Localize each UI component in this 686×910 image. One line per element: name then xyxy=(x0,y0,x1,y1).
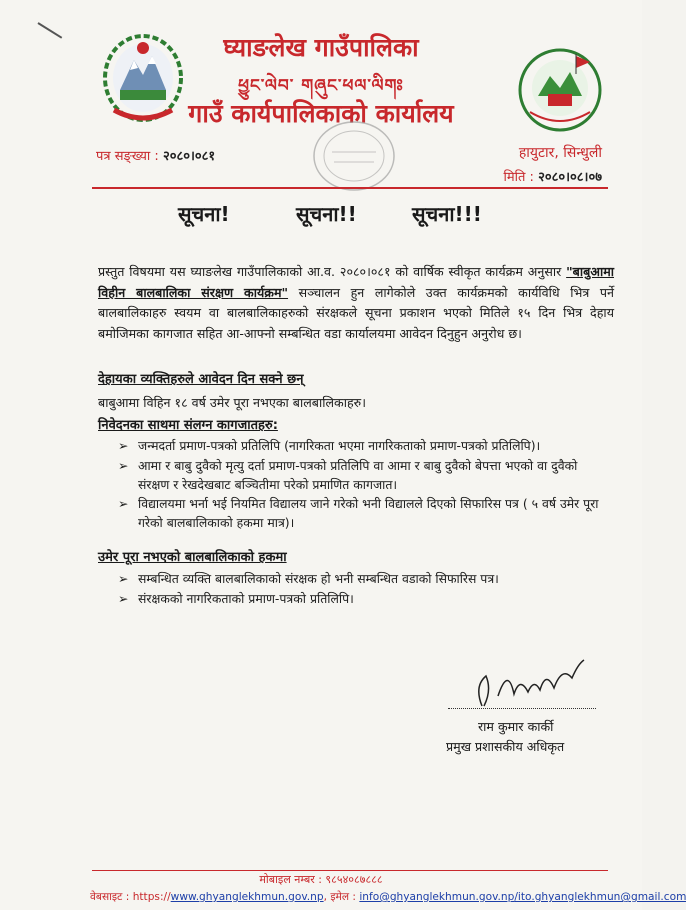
eligibility-text: बाबुआमा विहिन १८ वर्ष उमेर पूरा नभएका बालबालिकाहरु। xyxy=(98,395,366,410)
header-divider xyxy=(92,187,608,189)
notice-heading-2: सूचना!! xyxy=(296,202,357,226)
footer-contact xyxy=(90,890,686,904)
list-item: ➢ आमा र बाबु दुवैको मृत्यु दर्ता प्रमाण-पत्रको प्रतिलिपि वा आमा र बाबु दुवैको बेपत्ता भएको वा दुवैको संरक्षण र रेखदेखबाट बञ्चितीमा परेको प्रमाणित कागजात। xyxy=(118,458,578,492)
intro-text-a: प्रस्तुत विषयमा यस घ्याङलेख गाउँपालिकाको आ.व. २०८०।०८१ को वार्षिक स्वीकृत कार्यक्रम अनुसार xyxy=(98,264,567,279)
office-location: हायुटार, सिन्धुली xyxy=(518,145,602,161)
documents-heading: निवेदनका साथमा संलग्न कागजातहरु: xyxy=(98,418,278,433)
intro-text-b: सञ्चालन हुन लागेकोले उक्त कार्यक्रमको कार्यविधि भित्र पर्ने बालबालिकाहरु स्वयम वा बालबालिकाहरुको संरक्षकले सूचना प्रकाशन भएको मितिले १५ दिन भित्र देहाय बमोजिमका कागजात सहित आ-आफ्नो सम्बन्धित वडा कार्यालयमा आवेदन दिनुहुन अनुरोध छ। xyxy=(98,284,615,341)
email-label: , इमेल : xyxy=(323,891,360,903)
arrow-icon: ➢ xyxy=(118,438,129,453)
footer-divider xyxy=(92,870,608,871)
arrow-icon: ➢ xyxy=(118,571,129,586)
date-value: २०८०।०८।०७ xyxy=(538,170,602,185)
office-name: गाउँ कार्यपालिकाको कार्यालय xyxy=(188,99,454,128)
website-link[interactable]: www.ghyanglekhmun.gov.np xyxy=(170,891,324,903)
email-link[interactable]: info@ghyanglekhmun.gov.np xyxy=(359,891,515,903)
signatory-name: राम कुमार कार्की xyxy=(478,719,554,734)
list-item: ➢ संरक्षकको नागरिकताको प्रमाण-पत्रको प्रतिलिपि। xyxy=(118,591,354,606)
email-link-alt[interactable]: /ito.ghyanglekhmun@gmail.com xyxy=(514,891,686,903)
arrow-icon: ➢ xyxy=(118,458,129,473)
municipality-name-script: ཕྱུང་ལེབ་ གཞུང་ཕལ་ལིགཿ xyxy=(238,76,404,96)
notice-heading-3: सूचना!!! xyxy=(412,202,482,226)
list-item: ➢ जन्मदर्ता प्रमाण-पत्रको प्रतिलिपि (नागरिकता भएमा नागरिकताको प्रमाण-पत्रको प्रतिलिपि)। xyxy=(118,438,541,453)
program-name: "बाबुआमा विहीन बालबालिका संरक्षण कार्यक्रम" xyxy=(98,264,614,300)
municipality-name: घ्याङलेख गाउँपालिका xyxy=(223,33,419,62)
letter-date xyxy=(503,167,602,185)
list-item: ➢ सम्बन्धित व्यक्ति बालबालिकाको संरक्षक हो भनी सम्बन्धित वडाको सिफारिस पत्र। xyxy=(118,571,499,586)
arrow-icon: ➢ xyxy=(118,496,129,511)
list-item: ➢ विद्यालयमा भर्ना भई नियमित विद्यालय जाने गरेको भनी विद्यालले दिएको सिफारिस पत्र ( ५ वर्ष उमेर पूरा गरेको बालबालिकाको हकमा मात्र)। xyxy=(118,496,599,530)
signatory-title: प्रमुख प्रशासकीय अधिकृत xyxy=(446,739,565,754)
reference-number xyxy=(96,146,215,164)
footer-mobile: मोबाइल नम्बर : ९८५४०८७८८८ xyxy=(259,873,383,886)
reference-value: २०८०।०८१ xyxy=(162,149,216,164)
intro-paragraph xyxy=(98,262,614,344)
website-label: वेबसाइट : https:// xyxy=(90,891,171,903)
date-label: मिति : xyxy=(503,170,534,185)
underage-heading: उमेर पूरा नभएको बालबालिकाको हकमा xyxy=(98,550,287,565)
notice-heading-1: सूचना! xyxy=(178,202,230,226)
signature-scribble-icon xyxy=(468,656,588,712)
reference-label: पत्र सङ्ख्या : xyxy=(96,149,159,164)
office-stamp-icon xyxy=(310,118,398,194)
eligibility-heading: देहायका व्यक्तिहरुले आवेदन दिन सक्ने छन् xyxy=(98,372,304,387)
signature-line xyxy=(448,708,596,709)
arrow-icon: ➢ xyxy=(118,591,129,606)
